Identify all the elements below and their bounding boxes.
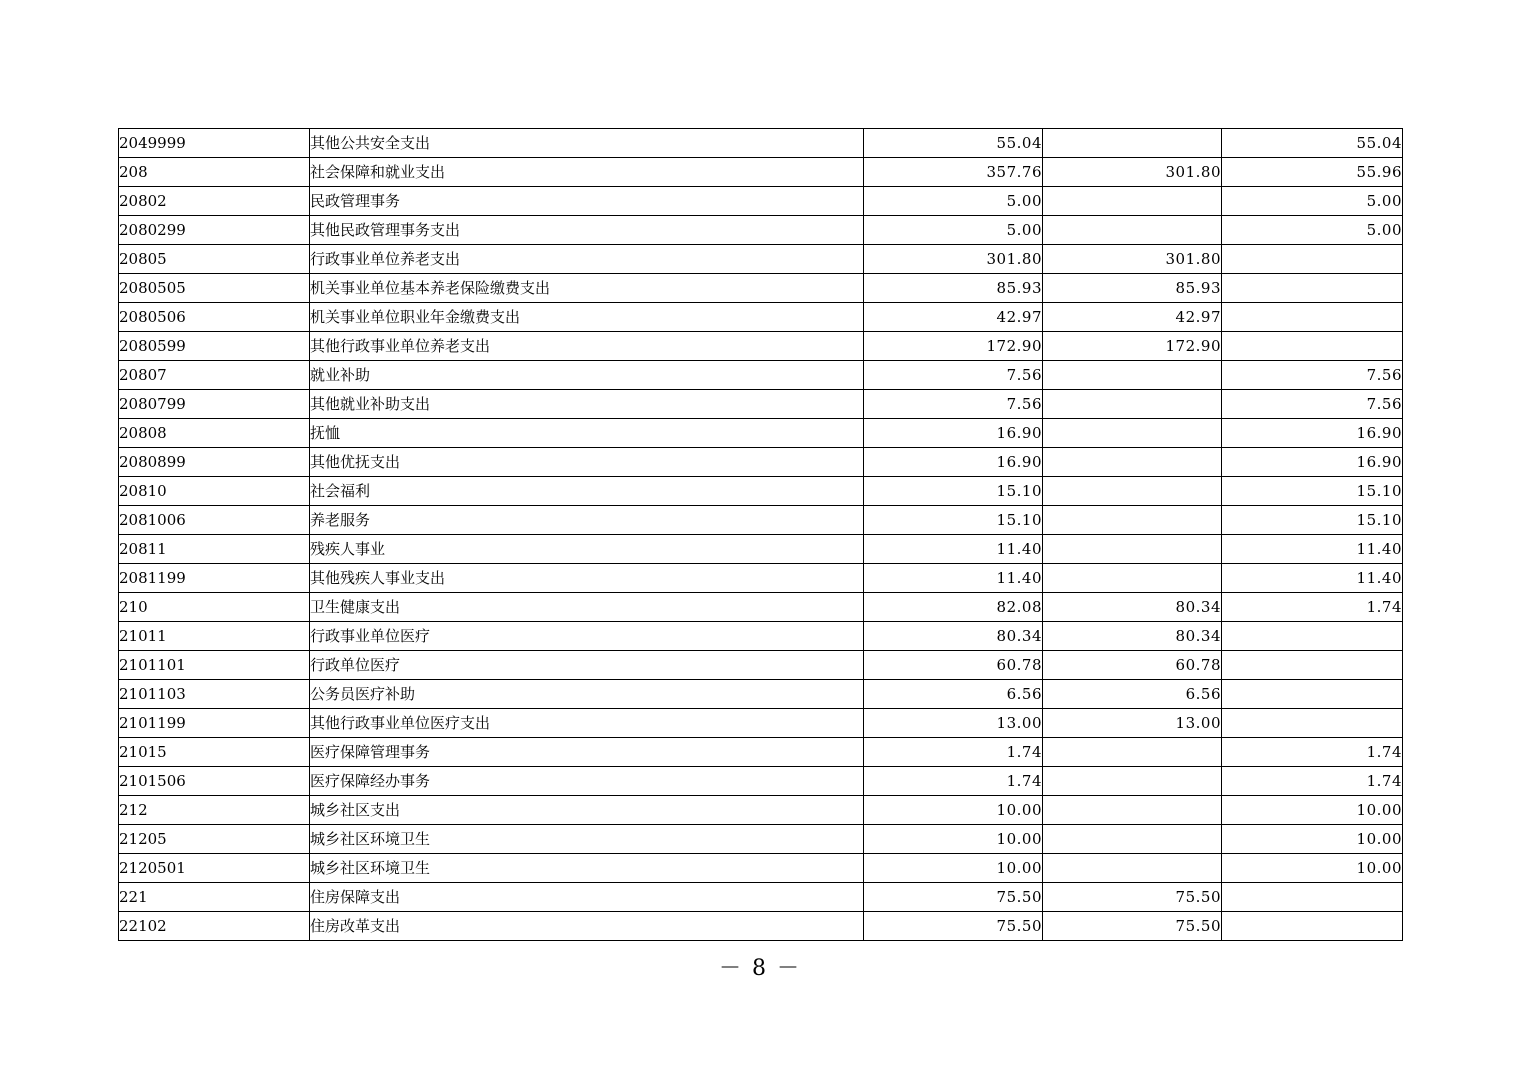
- table-row: [119, 274, 1403, 303]
- project-cell: [1222, 274, 1403, 303]
- basic-cell: [1043, 564, 1222, 593]
- name-cell: 社会福利: [310, 477, 864, 506]
- name-cell: 就业补助: [310, 361, 864, 390]
- project-cell: [1222, 912, 1403, 941]
- table-row: [119, 622, 1403, 651]
- table-row: [119, 419, 1403, 448]
- basic-cell: [1043, 187, 1222, 216]
- code-cell: 20807: [119, 361, 310, 390]
- basic-cell: [1043, 390, 1222, 419]
- page-number: － 8 －: [719, 956, 801, 981]
- name-cell: 卫生健康支出: [310, 593, 864, 622]
- name-cell: 其他公共安全支出: [310, 129, 864, 158]
- code-cell: 20805: [119, 245, 310, 274]
- total-cell: 172.90: [864, 332, 1043, 361]
- code-cell: 2101101: [119, 651, 310, 680]
- project-cell: 55.04: [1222, 129, 1403, 158]
- table-row: [119, 825, 1403, 854]
- project-cell: 16.90: [1222, 419, 1403, 448]
- code-cell: 210: [119, 593, 310, 622]
- table-row: [119, 245, 1403, 274]
- total-cell: 55.04: [864, 129, 1043, 158]
- total-cell: 7.56: [864, 361, 1043, 390]
- name-cell: 其他残疾人事业支出: [310, 564, 864, 593]
- code-cell: 20811: [119, 535, 310, 564]
- name-cell: 其他优抚支出: [310, 448, 864, 477]
- total-cell: 11.40: [864, 535, 1043, 564]
- table-row: [119, 738, 1403, 767]
- code-cell: 2049999: [119, 129, 310, 158]
- code-cell: 2080505: [119, 274, 310, 303]
- code-cell: 22102: [119, 912, 310, 941]
- table-body: [119, 129, 1403, 941]
- name-cell: 住房保障支出: [310, 883, 864, 912]
- name-cell: 城乡社区环境卫生: [310, 854, 864, 883]
- table-row: [119, 912, 1403, 941]
- project-cell: 5.00: [1222, 216, 1403, 245]
- name-cell: 机关事业单位基本养老保险缴费支出: [310, 274, 864, 303]
- table-row: [119, 680, 1403, 709]
- project-cell: [1222, 303, 1403, 332]
- code-cell: 21205: [119, 825, 310, 854]
- total-cell: 6.56: [864, 680, 1043, 709]
- name-cell: 民政管理事务: [310, 187, 864, 216]
- project-cell: [1222, 245, 1403, 274]
- table-row: [119, 448, 1403, 477]
- project-cell: 1.74: [1222, 593, 1403, 622]
- basic-cell: [1043, 361, 1222, 390]
- table-row: [119, 303, 1403, 332]
- name-cell: 医疗保障经办事务: [310, 767, 864, 796]
- project-cell: 55.96: [1222, 158, 1403, 187]
- basic-cell: 13.00: [1043, 709, 1222, 738]
- name-cell: 行政单位医疗: [310, 651, 864, 680]
- basic-cell: [1043, 796, 1222, 825]
- code-cell: 2081199: [119, 564, 310, 593]
- total-cell: 7.56: [864, 390, 1043, 419]
- table-row: [119, 535, 1403, 564]
- code-cell: 2080799: [119, 390, 310, 419]
- total-cell: 15.10: [864, 477, 1043, 506]
- table-row: [119, 883, 1403, 912]
- basic-cell: [1043, 419, 1222, 448]
- code-cell: 2080299: [119, 216, 310, 245]
- name-cell: 社会保障和就业支出: [310, 158, 864, 187]
- basic-cell: 75.50: [1043, 912, 1222, 941]
- total-cell: 16.90: [864, 419, 1043, 448]
- table-row: [119, 506, 1403, 535]
- basic-cell: [1043, 738, 1222, 767]
- total-cell: 11.40: [864, 564, 1043, 593]
- total-cell: 13.00: [864, 709, 1043, 738]
- total-cell: 10.00: [864, 825, 1043, 854]
- project-cell: 15.10: [1222, 477, 1403, 506]
- table-row: [119, 709, 1403, 738]
- project-cell: [1222, 332, 1403, 361]
- table-row: [119, 564, 1403, 593]
- total-cell: 1.74: [864, 767, 1043, 796]
- project-cell: 15.10: [1222, 506, 1403, 535]
- total-cell: 80.34: [864, 622, 1043, 651]
- basic-cell: [1043, 825, 1222, 854]
- basic-cell: 75.50: [1043, 883, 1222, 912]
- table-row: [119, 158, 1403, 187]
- basic-cell: [1043, 477, 1222, 506]
- table-row: [119, 854, 1403, 883]
- code-cell: 2120501: [119, 854, 310, 883]
- total-cell: 75.50: [864, 912, 1043, 941]
- code-cell: 20810: [119, 477, 310, 506]
- total-cell: 5.00: [864, 187, 1043, 216]
- table-row: [119, 593, 1403, 622]
- total-cell: 10.00: [864, 796, 1043, 825]
- basic-cell: [1043, 535, 1222, 564]
- code-cell: 21015: [119, 738, 310, 767]
- name-cell: 抚恤: [310, 419, 864, 448]
- code-cell: 2101199: [119, 709, 310, 738]
- name-cell: 城乡社区环境卫生: [310, 825, 864, 854]
- project-cell: 16.90: [1222, 448, 1403, 477]
- table-row: [119, 187, 1403, 216]
- project-cell: [1222, 883, 1403, 912]
- name-cell: 残疾人事业: [310, 535, 864, 564]
- total-cell: 10.00: [864, 854, 1043, 883]
- project-cell: 5.00: [1222, 187, 1403, 216]
- project-cell: [1222, 622, 1403, 651]
- basic-cell: [1043, 129, 1222, 158]
- total-cell: 16.90: [864, 448, 1043, 477]
- code-cell: 2081006: [119, 506, 310, 535]
- total-cell: 75.50: [864, 883, 1043, 912]
- total-cell: 1.74: [864, 738, 1043, 767]
- name-cell: 医疗保障管理事务: [310, 738, 864, 767]
- basic-cell: 80.34: [1043, 622, 1222, 651]
- code-cell: 21011: [119, 622, 310, 651]
- basic-cell: [1043, 216, 1222, 245]
- total-cell: 85.93: [864, 274, 1043, 303]
- name-cell: 城乡社区支出: [310, 796, 864, 825]
- project-cell: 10.00: [1222, 825, 1403, 854]
- code-cell: 2080899: [119, 448, 310, 477]
- table-row: [119, 477, 1403, 506]
- name-cell: 其他民政管理事务支出: [310, 216, 864, 245]
- total-cell: 301.80: [864, 245, 1043, 274]
- table-row: [119, 216, 1403, 245]
- project-cell: 11.40: [1222, 535, 1403, 564]
- project-cell: 1.74: [1222, 767, 1403, 796]
- project-cell: 10.00: [1222, 796, 1403, 825]
- basic-cell: [1043, 767, 1222, 796]
- project-cell: [1222, 680, 1403, 709]
- total-cell: 60.78: [864, 651, 1043, 680]
- code-cell: 221: [119, 883, 310, 912]
- total-cell: 5.00: [864, 216, 1043, 245]
- table-row: [119, 651, 1403, 680]
- total-cell: 357.76: [864, 158, 1043, 187]
- project-cell: 1.74: [1222, 738, 1403, 767]
- total-cell: 15.10: [864, 506, 1043, 535]
- code-cell: 20808: [119, 419, 310, 448]
- basic-cell: 301.80: [1043, 245, 1222, 274]
- budget-table: [118, 128, 1403, 941]
- project-cell: [1222, 651, 1403, 680]
- project-cell: 7.56: [1222, 361, 1403, 390]
- basic-cell: 60.78: [1043, 651, 1222, 680]
- code-cell: 2101506: [119, 767, 310, 796]
- code-cell: 2080599: [119, 332, 310, 361]
- project-cell: [1222, 709, 1403, 738]
- basic-cell: 6.56: [1043, 680, 1222, 709]
- table-row: [119, 129, 1403, 158]
- name-cell: 住房改革支出: [310, 912, 864, 941]
- code-cell: 2101103: [119, 680, 310, 709]
- name-cell: 其他行政事业单位养老支出: [310, 332, 864, 361]
- name-cell: 行政事业单位养老支出: [310, 245, 864, 274]
- table-row: [119, 796, 1403, 825]
- code-cell: 20802: [119, 187, 310, 216]
- project-cell: 10.00: [1222, 854, 1403, 883]
- project-cell: 11.40: [1222, 564, 1403, 593]
- total-cell: 82.08: [864, 593, 1043, 622]
- basic-cell: 42.97: [1043, 303, 1222, 332]
- name-cell: 养老服务: [310, 506, 864, 535]
- basic-cell: [1043, 506, 1222, 535]
- total-cell: 42.97: [864, 303, 1043, 332]
- name-cell: 其他就业补助支出: [310, 390, 864, 419]
- table-row: [119, 390, 1403, 419]
- basic-cell: 85.93: [1043, 274, 1222, 303]
- basic-cell: [1043, 448, 1222, 477]
- name-cell: 其他行政事业单位医疗支出: [310, 709, 864, 738]
- table-row: [119, 361, 1403, 390]
- basic-cell: 80.34: [1043, 593, 1222, 622]
- code-cell: 208: [119, 158, 310, 187]
- name-cell: 公务员医疗补助: [310, 680, 864, 709]
- basic-cell: 172.90: [1043, 332, 1222, 361]
- basic-cell: 301.80: [1043, 158, 1222, 187]
- code-cell: 212: [119, 796, 310, 825]
- project-cell: 7.56: [1222, 390, 1403, 419]
- basic-cell: [1043, 854, 1222, 883]
- name-cell: 机关事业单位职业年金缴费支出: [310, 303, 864, 332]
- table-row: [119, 332, 1403, 361]
- name-cell: 行政事业单位医疗: [310, 622, 864, 651]
- table-row: [119, 767, 1403, 796]
- code-cell: 2080506: [119, 303, 310, 332]
